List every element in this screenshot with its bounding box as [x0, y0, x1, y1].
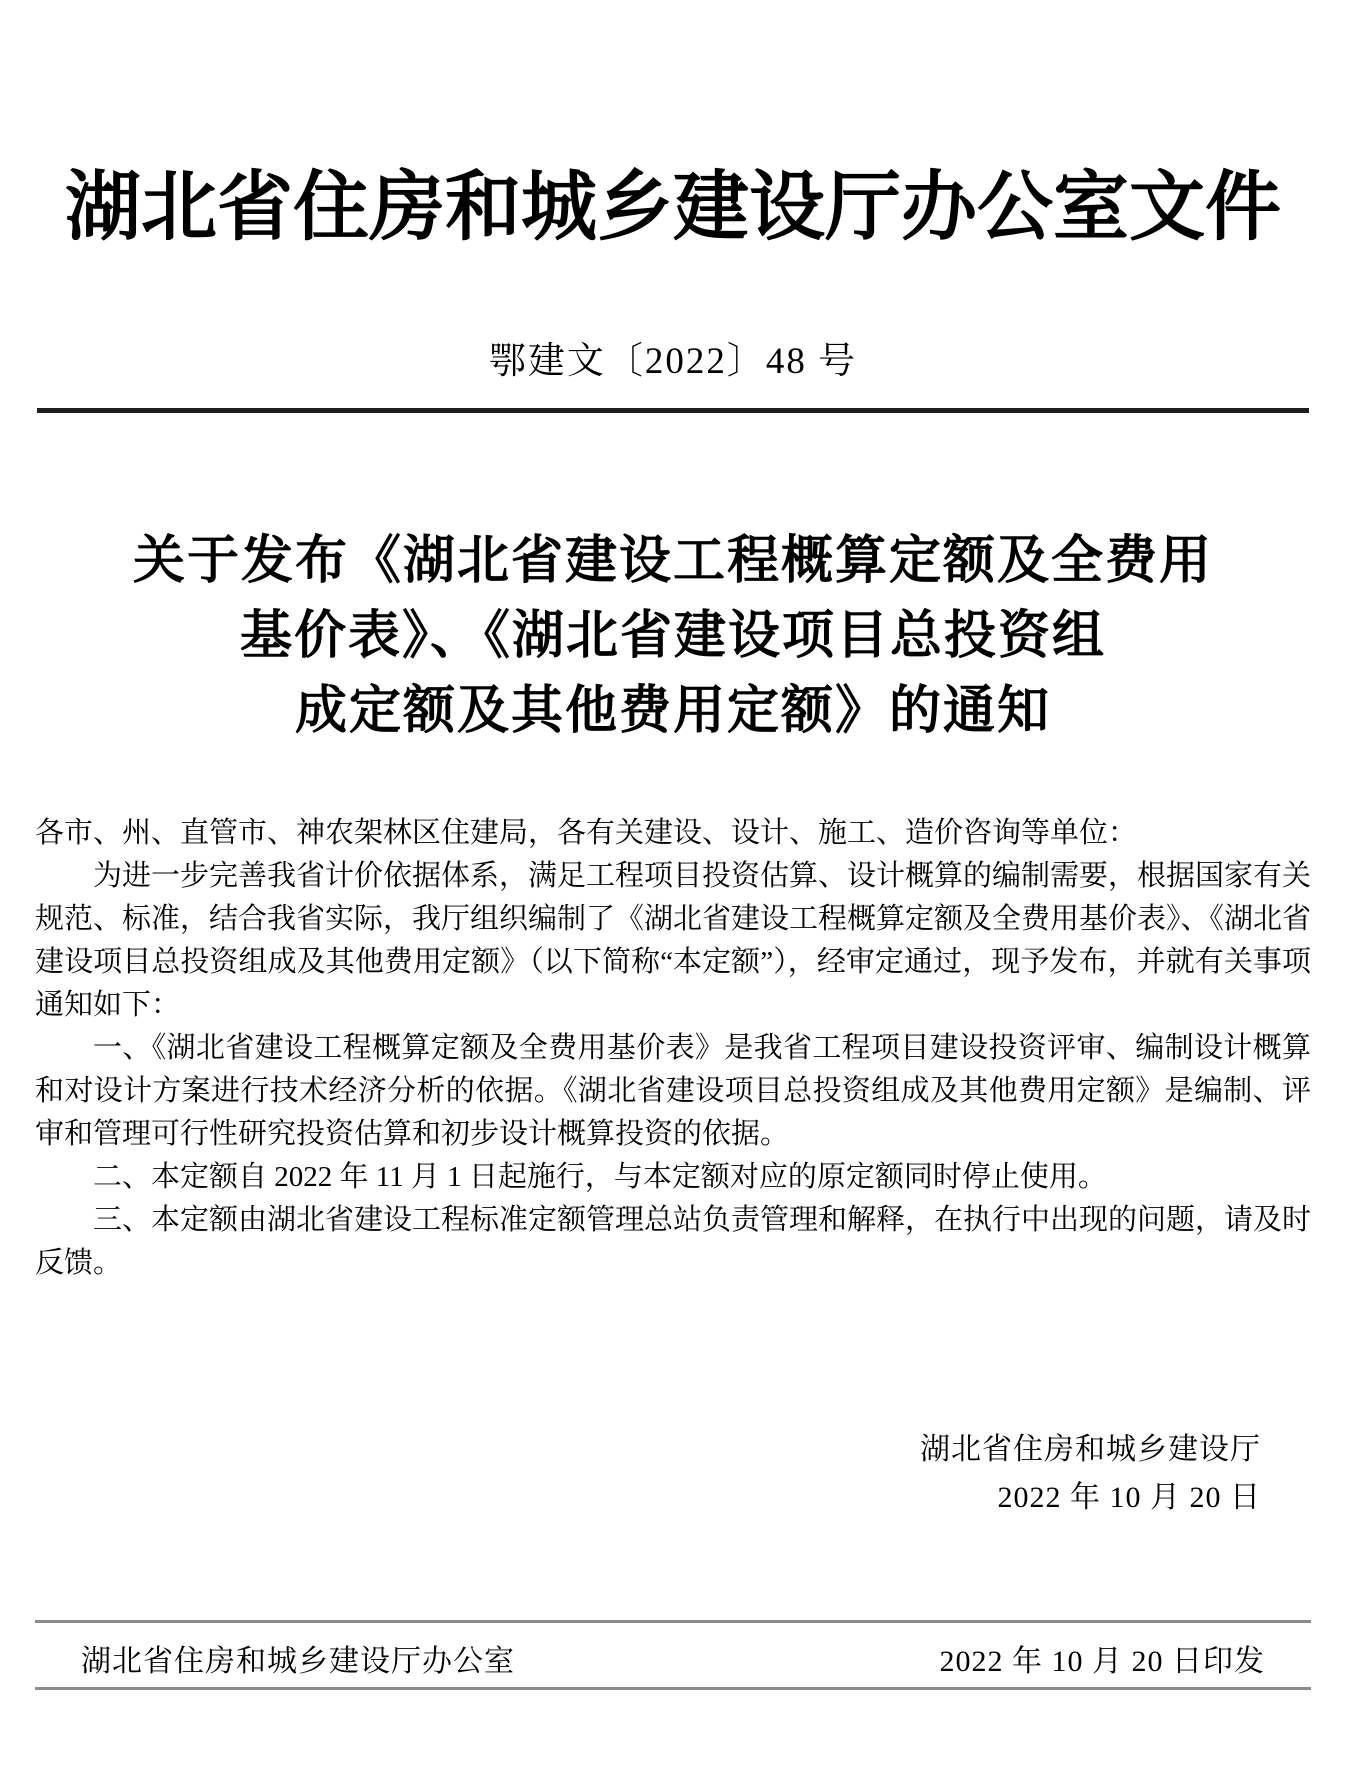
signature-org: 湖北省住房和城乡建设厅 [920, 1433, 1261, 1466]
footer-issuer: 湖北省住房和城乡建设厅办公室 [81, 1645, 515, 1678]
notice-title [0, 524, 1346, 749]
signature-block [920, 1426, 1261, 1522]
notice-title-line-1: 关于发布《湖北省建设工程概算定额及全费用 [132, 532, 1213, 590]
notice-title-line-3: 成定额及其他费用定额》的通知 [294, 682, 1051, 740]
header-divider-rule [37, 408, 1309, 413]
document-header-title: 湖北省住房和城乡建设厅办公室文件 [65, 166, 1281, 250]
footer-bottom-rule [35, 1687, 1311, 1690]
body-paragraph: 一、《湖北省建设工程概算定额及全费用基价表》是我省工程项目建设投资评审、编制设计概算和对设计方案进行技术经济分析的依据。《湖北省建设项目总投资组成及其他费用定额》是编制、评审和管理可行性研究投资估算和初步设计概算投资的依据。 [35, 1032, 1311, 1150]
document-number: 鄂建文〔2022〕48 号 [488, 341, 858, 382]
notice-title-line-2: 基价表》、《湖北省建设项目总投资组 [239, 607, 1106, 665]
salutation-line: 各市、州、直管市、神农架林区住建局，各有关建设、设计、施工、造价咨询等单位： [35, 817, 1138, 849]
footer-top-rule [35, 1620, 1311, 1623]
body-paragraph: 二、本定额自 2022 年 11 月 1 日起施行，与本定额对应的原定额同时停止使用。 [93, 1161, 1107, 1193]
signature-date: 2022 年 10 月 20 日 [997, 1481, 1261, 1514]
footer-print-date: 2022 年 10 月 20 日印发 [939, 1645, 1265, 1678]
footer-row [35, 1636, 1311, 1680]
document-body [35, 812, 1311, 1285]
body-paragraph: 为进一步完善我省计价依据体系，满足工程项目投资估算、设计概算的编制需要，根据国家有关规范、标准，结合我省实际，我厅组织编制了《湖北省建设工程概算定额及全费用基价表》、《湖北省建设项目总投资组成及其他费用定额》（以下简称“本定额”），经审定通过，现予发布，并就有关事项通知如下： [35, 860, 1312, 1021]
body-paragraph: 三、本定额由湖北省建设工程标准定额管理总站负责管理和解释，在执行中出现的问题，请及时反馈。 [35, 1204, 1312, 1279]
